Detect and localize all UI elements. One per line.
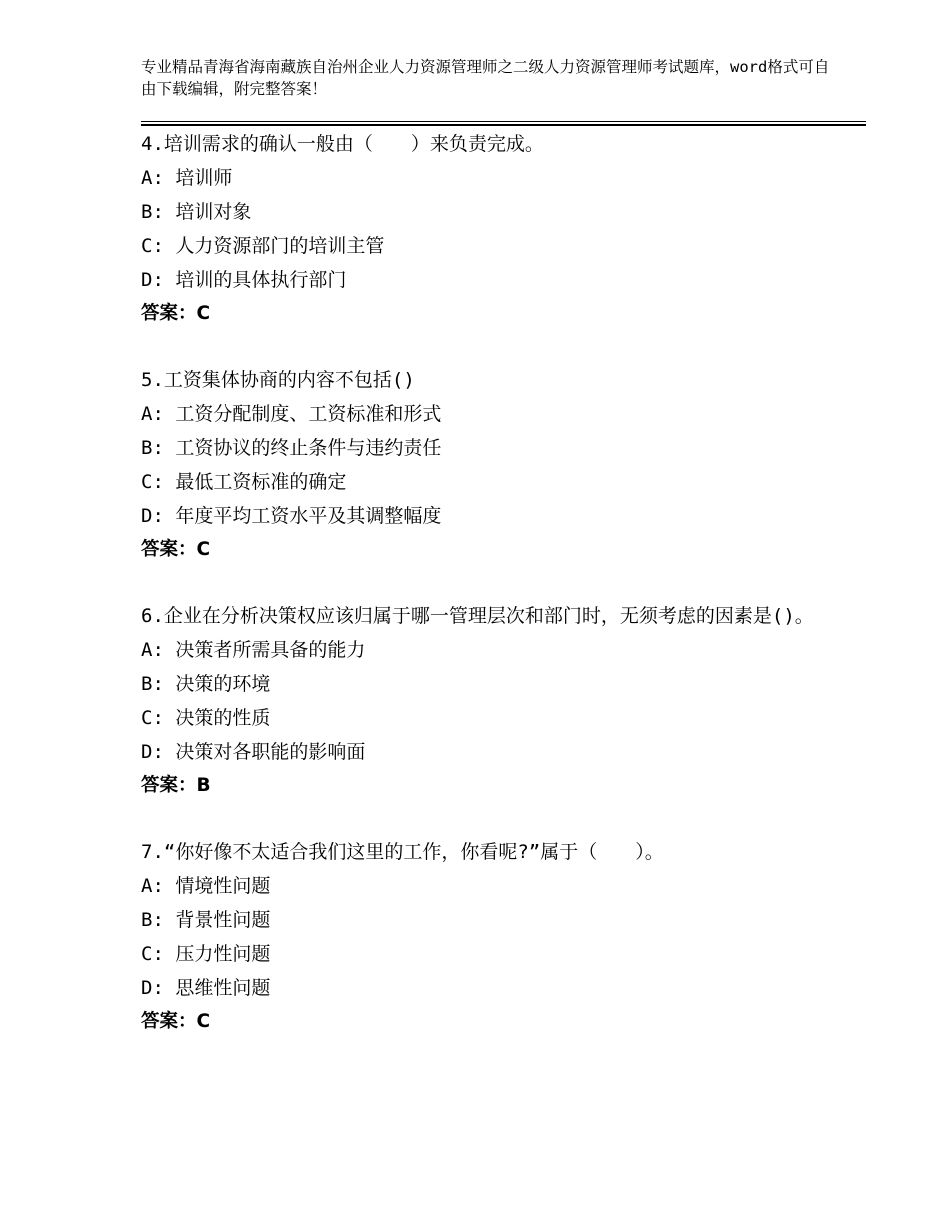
answer: 答案：B	[141, 775, 211, 796]
option-c: C: 决策的性质	[141, 707, 271, 729]
answer: 答案：C	[141, 303, 211, 324]
question-7	[141, 835, 841, 1039]
question-text: 5.工资集体协商的内容不包括()	[141, 369, 415, 391]
document-header: 专业精品青海省海南藏族自治州企业人力资源管理师之二级人力资源管理师考试题库，word格式可自由下载编辑，附完整答案！	[141, 58, 830, 98]
question-4	[141, 127, 841, 331]
option-d: D: 思维性问题	[141, 977, 271, 999]
question-list	[141, 127, 841, 1071]
header-rule-thick	[141, 124, 866, 126]
question-text: 7.“你好像不太适合我们这里的工作，你看呢?”属于（ ）。	[141, 841, 664, 863]
option-a: A: 决策者所需具备的能力	[141, 639, 366, 661]
option-d: D: 决策对各职能的影响面	[141, 741, 366, 763]
option-a: A: 培训师	[141, 167, 233, 189]
question-5	[141, 363, 841, 567]
answer: 答案：C	[141, 1011, 211, 1032]
question-text: 4.培训需求的确认一般由（ ）来负责完成。	[141, 133, 544, 155]
option-c: C: 人力资源部门的培训主管	[141, 235, 385, 257]
option-d: D: 培训的具体执行部门	[141, 269, 347, 291]
option-c: C: 压力性问题	[141, 943, 271, 965]
option-d: D: 年度平均工资水平及其调整幅度	[141, 505, 442, 527]
header-rule-thin	[141, 121, 866, 122]
question-text: 6.企业在分析决策权应该归属于哪一管理层次和部门时，无须考虑的因素是()。	[141, 605, 814, 627]
question-6	[141, 599, 841, 803]
answer: 答案：C	[141, 539, 211, 560]
option-a: A: 工资分配制度、工资标准和形式	[141, 403, 442, 425]
option-c: C: 最低工资标准的确定	[141, 471, 347, 493]
option-b: B: 决策的环境	[141, 673, 271, 695]
option-b: B: 背景性问题	[141, 909, 271, 931]
option-a: A: 情境性问题	[141, 875, 271, 897]
option-b: B: 培训对象	[141, 201, 252, 223]
option-b: B: 工资协议的终止条件与违约责任	[141, 437, 442, 459]
